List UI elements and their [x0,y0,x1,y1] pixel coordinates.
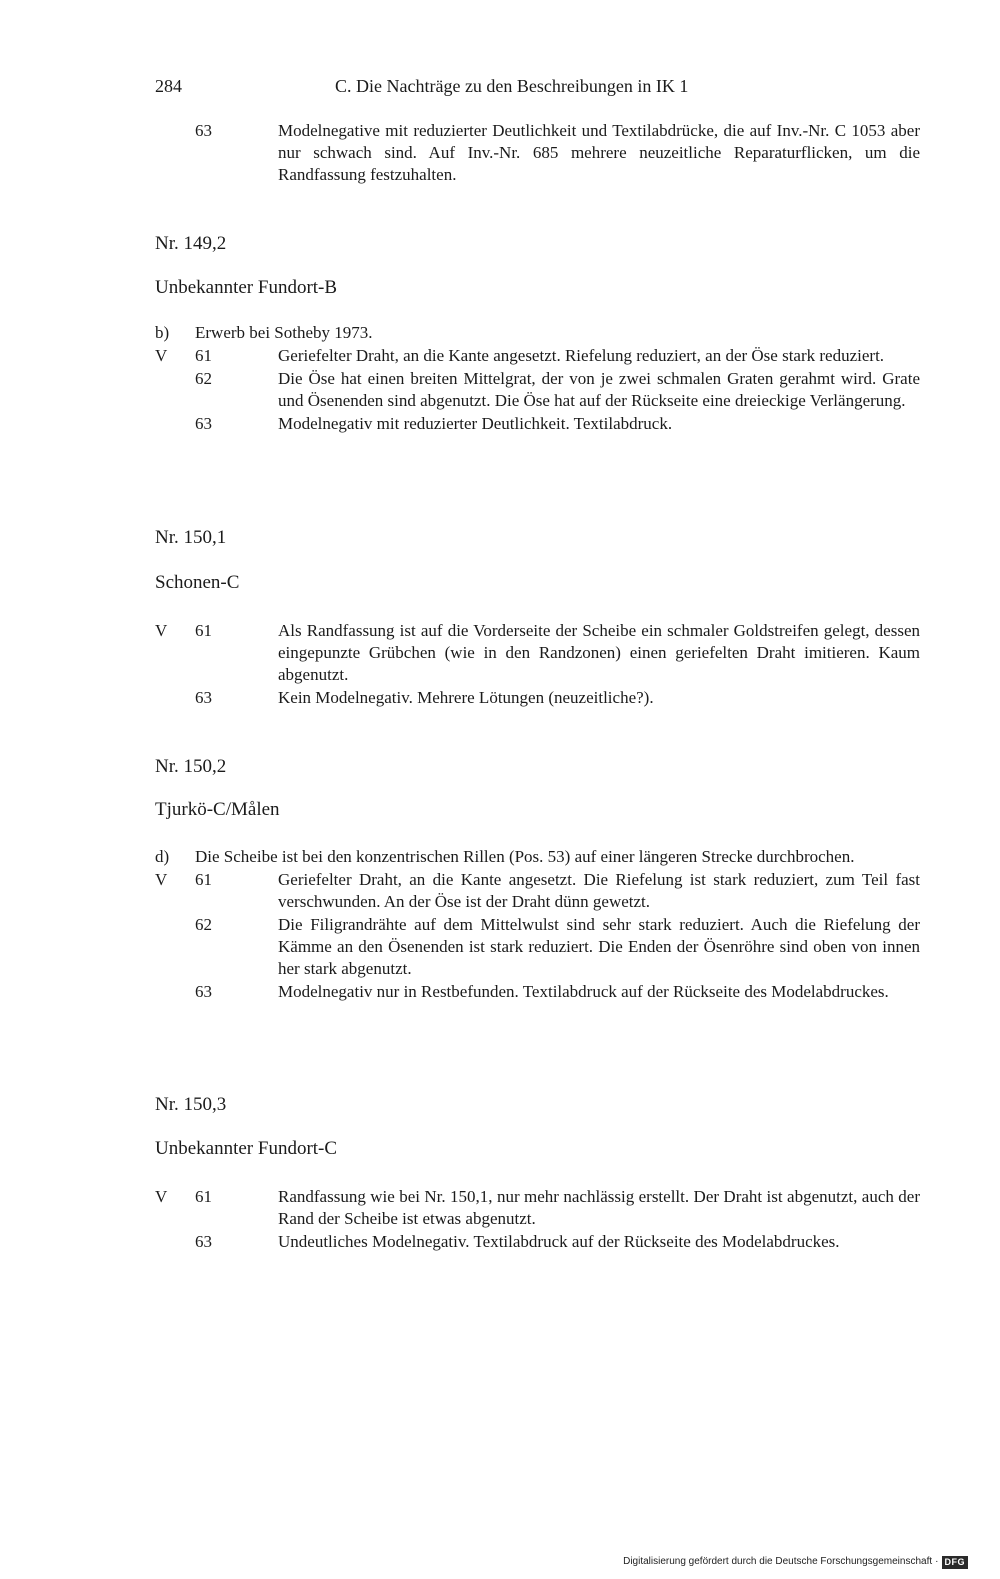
entry-text: Erwerb bei Sotheby 1973. [195,323,373,342]
section-number: Nr. 150,3 [155,1094,227,1115]
entry-row [155,981,920,1003]
entry-row [155,914,920,980]
entry-marker [155,914,195,980]
entry-marker [155,368,195,412]
section-number: Nr. 150,1 [155,527,227,548]
entry-text: Die Scheibe ist bei den konzentrischen Rillen (Pos. 53) auf einer längeren Strecke durchbrochen. [195,847,855,866]
entry-marker: V [155,1187,168,1206]
entry-marker [155,413,195,435]
entry-row [155,120,920,186]
entry-text: Die Filigrandrähte auf dem Mittelwulst sind sehr stark reduziert. Auch die Riefelung der Kämme an den Ösenenden ist stark reduziert. Die Enden der Ösenröhre sind oben von innen her stark abgenutzt. [278,915,920,978]
section-number: Nr. 150,2 [155,756,227,777]
entry-text: Modelnegativ mit reduzierter Deutlichkeit. Textilabdruck. [278,414,673,433]
section-title: Unbekannter Fundort-B [155,277,338,298]
entry-number: 63 [195,688,212,707]
entry-text: Geriefelter Draht, an die Kante angesetzt. Riefelung reduziert, an der Öse stark reduziert. [278,346,885,365]
entry-row [155,413,920,435]
entry-marker [155,687,195,709]
page-number: 284 [155,76,182,96]
section-entries [155,620,920,709]
entry-marker [155,120,195,186]
entry-marker [155,1231,195,1253]
entry-number: 63 [195,414,212,433]
entry-number: 63 [195,1232,212,1251]
running-head-title: C. Die Nachträge zu den Beschreibungen in IK 1 [335,76,689,96]
section-entries [155,322,920,435]
digitization-credit: Digitalisierung gefördert durch die Deutsche Forschungsgemeinschaft · DFG [623,1555,968,1569]
dfg-logo-icon: DFG [942,1556,969,1569]
entry-row [155,620,920,686]
section-entries [155,1186,920,1253]
entry-row [155,687,920,709]
entry-text: Undeutliches Modelnegativ. Textilabdruck auf der Rückseite des Modelabdruckes. [278,1232,840,1251]
entry-number: 63 [195,982,212,1001]
entry-row [155,345,920,367]
entry-number: 61 [195,621,212,640]
entry-number: 62 [195,915,212,934]
entry-text: Modelnegative mit reduzierter Deutlichkeit und Textilabdrücke, die auf Inv.-Nr. C 1053 aber nur schwach sind. Auf Inv.-Nr. 685 mehrere neuzeitliche Reparaturflicken, um die Randfassung festzuhalten. [278,121,920,184]
running-header [155,74,915,100]
entry-number: 61 [195,870,212,889]
credit-text: Digitalisierung gefördert durch die Deutsche Forschungsgemeinschaft [623,1556,933,1567]
section-title: Tjurkö-C/Målen [155,799,280,820]
entry-row [155,322,920,344]
entry-text: Randfassung wie bei Nr. 150,1, nur mehr nachlässig erstellt. Der Draht ist abgenutzt, auch der Rand der Scheibe ist etwas abgenutzt. [278,1187,920,1228]
entry-text: Modelnegativ nur in Restbefunden. Textilabdruck auf der Rückseite des Modelabdruckes. [278,982,889,1001]
entry-number: 62 [195,369,212,388]
intro-block [155,120,920,186]
entry-text: Die Öse hat einen breiten Mittelgrat, der von je zwei schmalen Graten gerahmt wird. Grate und Ösenenden sind abgenutzt. Die Öse hat auf der Rückseite eine dreieckige Verlängerung. [278,369,920,410]
entry-number: 63 [195,121,212,140]
entry-text: Als Randfassung ist auf die Vorderseite der Scheibe ein schmaler Goldstreifen gelegt, dessen eingepunzte Grübchen (wie in den Randzonen) einen geriefelten Draht imitieren. Kaum abgenutzt. [278,621,920,684]
entry-marker: V [155,621,168,640]
entry-row [155,869,920,913]
entry-number: 61 [195,1187,212,1206]
section-title: Unbekannter Fundort-C [155,1138,338,1159]
entry-row [155,1231,920,1253]
entry-number: 61 [195,346,212,365]
entry-row [155,846,920,868]
entry-text: Geriefelter Draht, an die Kante angesetzt. Die Riefelung ist stark reduziert, zum Teil fast verschwunden. An der Öse ist der Draht dünn gewetzt. [278,870,920,911]
entry-marker [155,981,195,1003]
section-number: Nr. 149,2 [155,233,227,254]
entry-marker: b) [155,323,170,342]
entry-marker: d) [155,847,170,866]
entry-row [155,1186,920,1230]
section-entries [155,846,920,1003]
entry-row [155,368,920,412]
entry-marker: V [155,870,168,889]
section-title: Schonen-C [155,572,240,593]
entry-text: Kein Modelnegativ. Mehrere Lötungen (neuzeitliche?). [278,688,654,707]
entry-marker: V [155,346,168,365]
